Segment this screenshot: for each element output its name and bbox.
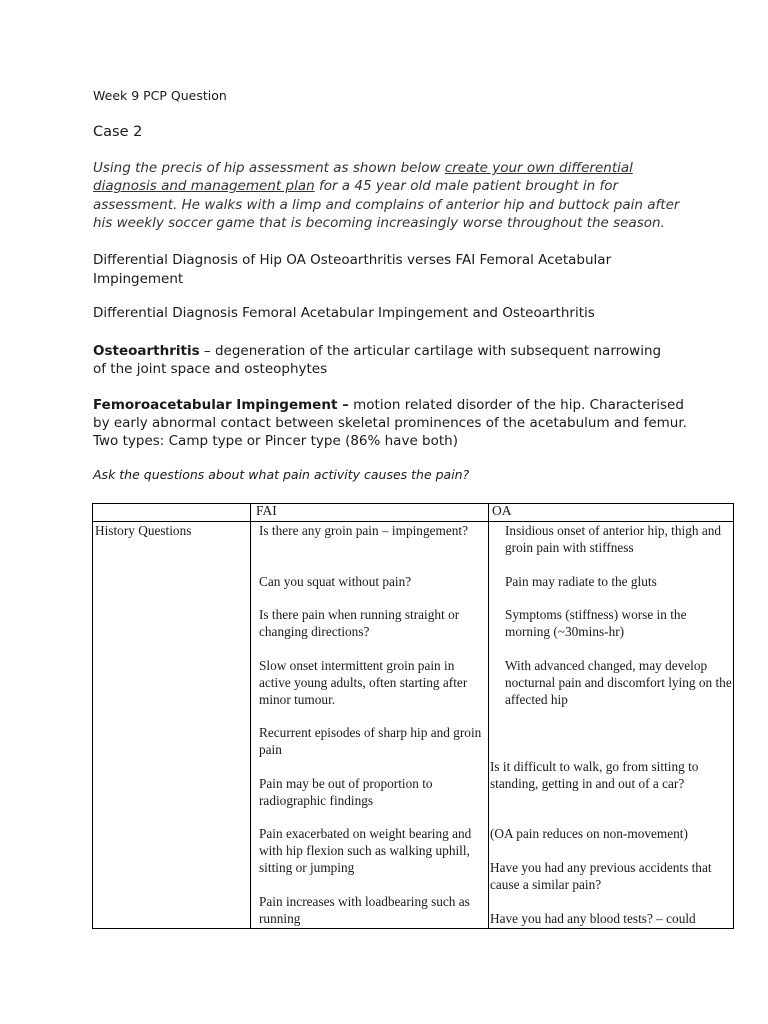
- oa-item: Is it difficult to walk, go from sitting to standing, getting in and out of a car?: [490, 759, 699, 791]
- osteoarthritis-definition-text: – degeneration of the articular cartilage with subsequent narrowing of the joint space and osteophytes: [93, 343, 662, 378]
- intro-underlined-task: create your own differential diagnosis and management plan: [93, 160, 633, 195]
- fai-item: Pain exacerbated on weight bearing and with hip flexion such as walking uphill, sitting or jumping: [259, 826, 472, 875]
- oa-item: Symptoms (stiffness) worse in the morning (~30mins-hr): [505, 607, 687, 639]
- fai-definition-text: motion related disorder of the hip. Characterised by early abnormal contact between skeletal prominences of the acetabulum and femur. Two types: Camp type or Pincer type (86% have both): [93, 397, 687, 450]
- fai-item: Can you squat without pain?: [259, 574, 412, 589]
- oa-item: Have you had any blood tests? – could: [490, 911, 696, 926]
- table-header-oa: OA: [492, 503, 512, 518]
- document-title: Week 9 PCP Question: [93, 88, 227, 103]
- case-description: [93, 159, 683, 232]
- table-header-divider: [92, 521, 734, 522]
- oa-item: Pain may radiate to the gluts: [505, 574, 657, 589]
- table-column-divider-1: [250, 503, 251, 929]
- differential-diagnosis-subheading: Differential Diagnosis Femoral Acetabular Impingement and Osteoarthritis: [93, 305, 595, 321]
- fai-item: Is there pain when running straight or changing directions?: [259, 607, 460, 639]
- fai-item: Slow onset intermittent groin pain in active young adults, often starting after minor tumour.: [259, 658, 468, 707]
- oa-item: With advanced changed, may develop nocturnal pain and discomfort lying on the affected hip: [505, 658, 732, 707]
- intro-text-rest: for a 45 year old male patient brought in for assessment. He walks with a limp and complains of anterior hip and buttock pain after his weekly soccer game that is becoming increasingly worse throughout the season.: [93, 178, 680, 231]
- table-border-top: [92, 503, 734, 504]
- case-title: Case 2: [93, 124, 143, 140]
- table-border-right: [733, 503, 734, 929]
- fai-item: Recurrent episodes of sharp hip and groin pain: [259, 725, 482, 757]
- oa-item: Have you had any previous accidents that cause a similar pain?: [490, 860, 712, 892]
- oa-item: Insidious onset of anterior hip, thigh and groin pain with stiffness: [505, 523, 722, 555]
- osteoarthritis-term: Osteoarthritis: [93, 343, 200, 359]
- differential-diagnosis-heading: Differential Diagnosis of Hip OA Osteoarthritis verses FAI Femoral Acetabular Impingement: [93, 252, 612, 287]
- table-border-bottom: [92, 928, 734, 929]
- fai-item: Pain increases with loadbearing such as running: [259, 894, 470, 926]
- fai-definition: [93, 396, 693, 451]
- oa-item: (OA pain reduces on non-movement): [490, 826, 688, 841]
- question-prompt: Ask the questions about what pain activity causes the pain?: [93, 467, 470, 482]
- fai-item: Is there any groin pain – impingement?: [259, 523, 468, 538]
- fai-item: Pain may be out of proportion to radiographic findings: [259, 776, 433, 808]
- osteoarthritis-definition: [93, 342, 673, 378]
- table-header-fai: FAI: [256, 503, 277, 518]
- fai-term: Femoroacetabular Impingement –: [93, 397, 349, 413]
- table-border-left: [92, 503, 93, 929]
- intro-text: Using the precis of hip assessment as shown below: [93, 160, 445, 176]
- row-label-history-questions: History Questions: [95, 523, 192, 538]
